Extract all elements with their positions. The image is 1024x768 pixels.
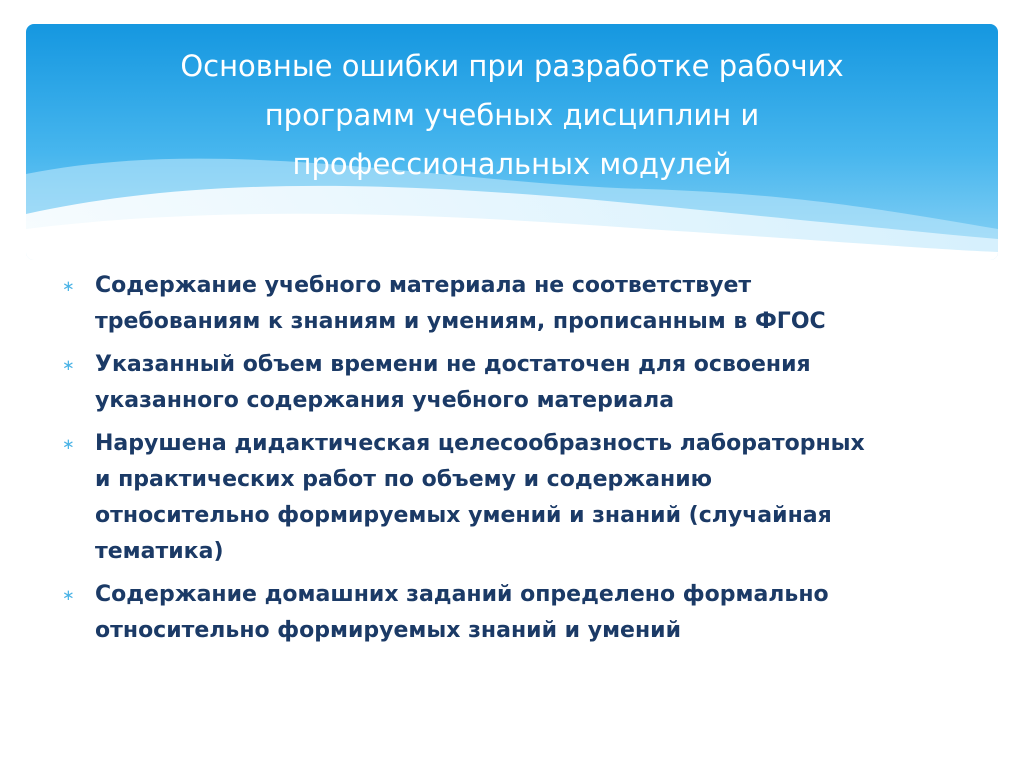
list-item bbox=[62, 347, 962, 419]
slide-title: Основные ошибки при разработке рабочих программ учебных дисциплин и профессиональных модулей bbox=[180, 49, 844, 181]
bullet-list bbox=[62, 268, 962, 656]
list-item bbox=[62, 268, 962, 340]
asterisk-icon: ∗ bbox=[62, 356, 75, 374]
bullet-text: Указанный объем времени не достаточен для освоения указанного содержания учебного материала bbox=[95, 352, 811, 413]
asterisk-icon: ∗ bbox=[62, 277, 75, 295]
bullet-text: Содержание домашних заданий определено формально относительно формируемых знаний и умений bbox=[95, 582, 829, 643]
asterisk-icon: ∗ bbox=[62, 435, 75, 453]
asterisk-icon: ∗ bbox=[62, 586, 75, 604]
list-item bbox=[62, 426, 962, 570]
bullet-text: Содержание учебного материала не соответствует требованиям к знаниям и умениям, прописанным в ФГОС bbox=[95, 273, 826, 334]
list-item bbox=[62, 577, 962, 649]
bullet-text: Нарушена дидактическая целесообразность лабораторных и практических работ по объему и содержанию относительно формируемых умений и знаний (случайная тематика) bbox=[95, 431, 865, 564]
